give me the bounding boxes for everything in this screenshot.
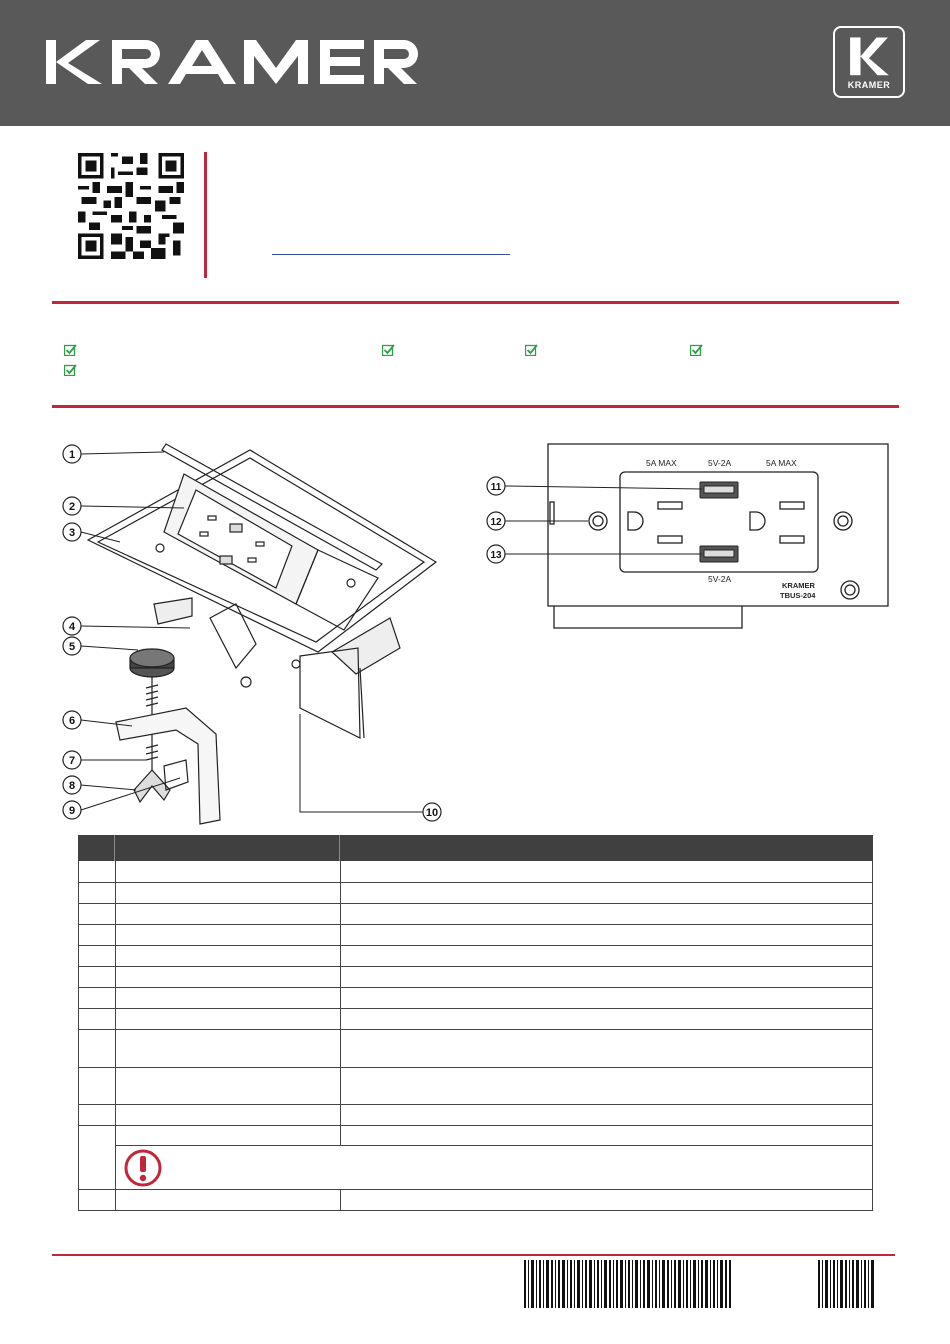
callout-9: 9	[68, 805, 76, 817]
checkbox-checked-icon	[382, 344, 395, 356]
barcode-icon	[818, 1260, 876, 1308]
qr-code-icon	[78, 152, 184, 260]
table-row	[78, 925, 873, 946]
section-divider	[52, 301, 899, 304]
callout-12: 12	[490, 517, 502, 528]
kramer-logo-text: KRAMER	[847, 80, 891, 90]
table-header	[78, 835, 873, 861]
title-accent-bar	[204, 152, 207, 278]
checkbox-checked-icon	[525, 344, 538, 356]
table-row	[78, 967, 873, 988]
panel-model: TBUS-204	[780, 591, 816, 600]
table-row	[78, 988, 873, 1009]
product-illustration-left	[60, 438, 450, 830]
barcode-icon	[524, 1260, 732, 1308]
table-row	[78, 1190, 873, 1211]
kramer-wordmark	[46, 36, 418, 88]
table-row	[78, 1105, 873, 1126]
rating-right: 5A MAX	[766, 458, 797, 468]
checkbox-checked-icon	[64, 344, 77, 356]
callout-13: 13	[490, 550, 502, 561]
callout-4: 4	[68, 621, 76, 633]
callout-1: 1	[68, 449, 76, 461]
page-header	[0, 0, 950, 126]
table-row	[78, 1009, 873, 1030]
callout-2: 2	[68, 501, 76, 513]
callout-3: 3	[68, 527, 76, 539]
rating-usb-bottom: 5V-2A	[708, 574, 732, 584]
panel-brand: KRAMER	[782, 581, 815, 590]
table-row-with-note	[78, 1126, 873, 1190]
table-row	[78, 946, 873, 967]
callout-7: 7	[68, 755, 76, 767]
kramer-logo-badge	[833, 26, 905, 98]
table-row	[78, 1068, 873, 1105]
callout-8: 8	[68, 780, 76, 792]
table-row	[78, 861, 873, 883]
product-illustration-right	[482, 440, 894, 632]
callout-5: 5	[68, 641, 76, 653]
checkbox-checked-icon	[690, 344, 703, 356]
table-row	[78, 904, 873, 925]
callout-10: 10	[425, 807, 439, 819]
table-row	[78, 1030, 873, 1068]
warning-exclamation-icon	[123, 1148, 163, 1188]
callout-11: 11	[490, 482, 502, 493]
table-row	[78, 883, 873, 904]
checkbox-checked-icon	[64, 364, 77, 376]
rating-usb-top: 5V-2A	[708, 458, 732, 468]
document-link-underline[interactable]	[272, 254, 510, 255]
callout-6: 6	[68, 715, 76, 727]
section-divider	[52, 405, 899, 408]
rating-left: 5A MAX	[646, 458, 677, 468]
footer-divider	[52, 1254, 895, 1256]
